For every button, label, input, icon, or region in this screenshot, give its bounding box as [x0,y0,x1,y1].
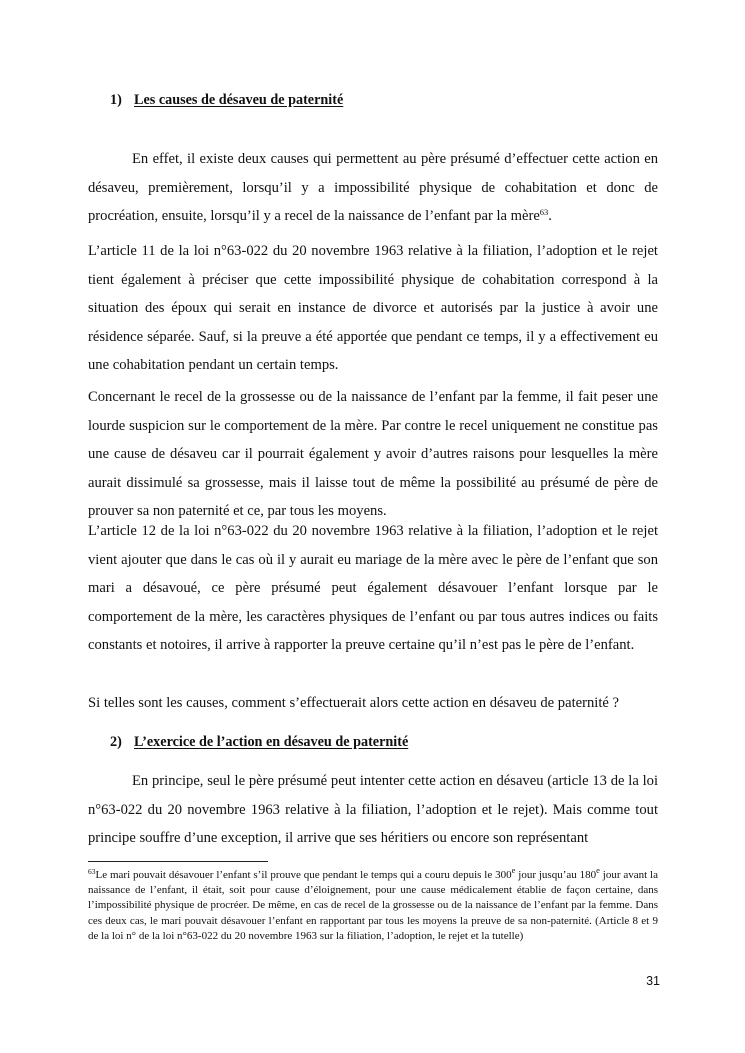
section-heading-2 [110,732,408,752]
section-title: Les causes de désaveu de paternité [134,92,344,108]
footnote-reference[interactable]: 63 [539,207,549,218]
footnote-text: jour avant la naissance de l’enfant, il était, soit pour cause d’éloignement, pour une cause médicalement établie de façon certaine, dans l’impossibilité physique de procréer. De même, en cas de recel de la grossesse ou de la naissance de l’enfant par la femme. Dans ces deux cas, le mari pouvait désavouer l’enfant en rapportant par tous les moyens la preuve de sa non-paternité. (Article 8 et 9 de la loi n° de la loi n°63-022 du 20 novembre 1963 sur la filiation, l’adoption, le rejet et la tutelle) [88,869,658,942]
page-number: 31 [646,974,660,988]
footnote-separator [88,861,268,862]
paragraph [88,145,658,231]
section-heading-1 [110,90,343,110]
paragraph: Concernant le recel de la grossesse ou de la naissance de l’enfant par la femme, il fait peser une lourde suspicion sur le comportement de la mère. Par contre le recel uniquement ne constitue pas une cause de désaveu car il pourrait également y avoir d’autres raisons pour lesquelles la mère aurait dissimulé sa grossesse, mais il laisse tout de même la possibilité au présumé de père de prouver sa non paternité et ce, par tous les moyens. [88,389,658,520]
footnote-mark: 63 [88,867,96,876]
footnote-text: Le mari pouvait désavouer l’enfant s’il prouve que pendant le temps qui a couru depuis le 300 [95,869,512,881]
section-number: 2) [110,734,122,750]
paragraph-text: En effet, il existe deux causes qui permettent au père présumé d’effectuer cette action en désaveu, premièrement, lorsqu’il y a impossibilité physique de cohabitation et donc de procréation, ensuite, lorsqu’il y a recel de la naissance de l’enfant par la mère [88,151,658,225]
paragraph-end: . [548,208,552,225]
section-title: L’exercice de l’action en désaveu de paternité [134,734,409,750]
paragraph: L’article 11 de la loi n°63-022 du 20 novembre 1963 relative à la filiation, l’adoption et le rejet tient également à préciser que cette impossibilité physique de cohabitation correspond à la situation des époux qui serait en instance de divorce et autorisés par la justice à avoir une résidence séparée. Sauf, si la preuve a été apportée que pendant ce temps, il y a effectivement eu une cohabitation pendant un certain temps. [88,243,658,374]
paragraph: Si telles sont les causes, comment s’effectuerait alors cette action en désaveu de paternité ? [88,695,619,711]
ordinal-suffix: e [511,865,516,875]
footnote [88,865,658,944]
footnote-text: jour jusqu’au 180 [515,869,597,881]
paragraph: En principe, seul le père présumé peut intenter cette action en désaveu (article 13 de la loi n°63-022 du 20 novembre 1963 relative à la filiation, l’adoption et le rejet). Mais comme tout principe souffre d’une exception, il arrive que ses héritiers ou encore son représentant [88,773,658,847]
ordinal-suffix: e [596,865,600,875]
paragraph: L’article 12 de la loi n°63-022 du 20 novembre 1963 relative à la filiation, l’adoption et le rejet vient ajouter que dans le cas où il y aurait eu mariage de la mère avec le père de l’enfant que son mari a désavoué, ce père présumé peut également désavouer l’enfant lorsque par le comportement de la mère, les caractères physiques de l’enfant ou par tous autres indices ou faits constants et notoires, il arrive à rapporter la preuve certaine qu’il n’est pas le père de l’enfant. [88,523,658,654]
section-number: 1) [110,92,122,108]
